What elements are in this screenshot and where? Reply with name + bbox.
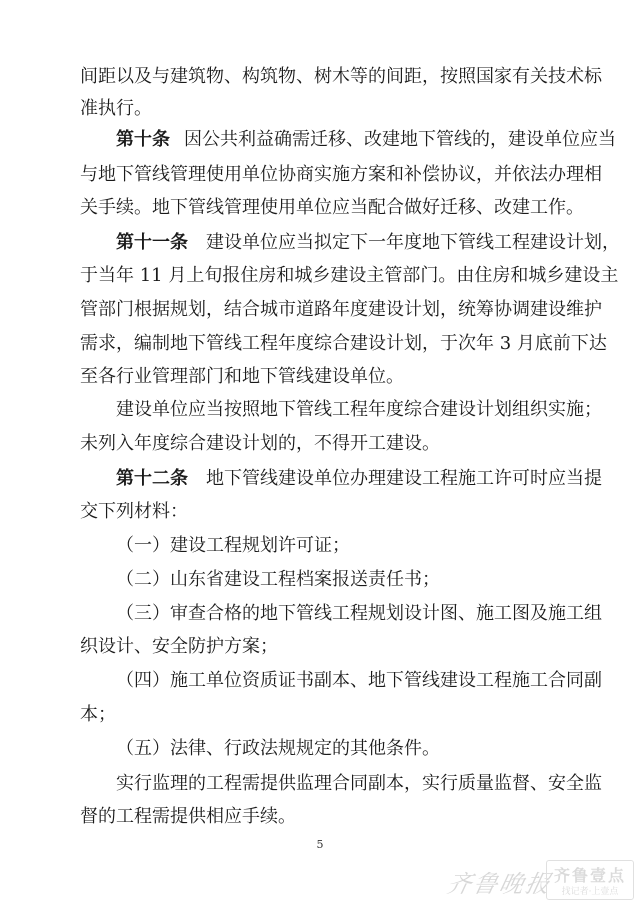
body-line: 管部门根据规划，结合城市道路年度建设计划，统筹协调建设维护 [80, 299, 602, 320]
body-line: 督的工程需提供相应手续。 [80, 806, 296, 827]
list-item: （三）审查合格的地下管线工程规划设计图、施工图及施工组 [116, 603, 602, 624]
watermark-script: 齐鲁晚报 [444, 870, 555, 898]
body-line: 与地下管线管理使用单位协商实施方案和补偿协议，并依法办理相 [80, 164, 602, 185]
body-line: 关手续。地下管线管理使用单位应当配合做好迁移、改建工作。 [80, 197, 584, 218]
body-line: 至各行业管理部门和地下管线建设单位。 [80, 366, 404, 387]
body-line: 间距以及与建筑物、构筑物、树木等的间距，按照国家有关技术标 [80, 66, 602, 87]
article-11-line: 第十一条 建设单位应当拟定下一年度地下管线工程建设计划， [116, 232, 620, 253]
article-heading: 第十二条 [116, 468, 188, 489]
body-line: 需求，编制地下管线工程年度综合建设计划，于次年 3 月底前下达 [80, 333, 607, 354]
list-item: （五）法律、行政法规规定的其他条件。 [116, 738, 440, 759]
article-12-line: 第十二条 地下管线建设单位办理建设工程施工许可时应当提 [116, 468, 602, 489]
body-line: 准执行。 [80, 98, 152, 119]
watermark-slogan: 找记者·上壹点 [561, 887, 619, 897]
body-line: 未列入年度综合建设计划的，不得开工建设。 [80, 433, 440, 454]
list-item: （二）山东省建设工程档案报送责任书； [116, 569, 440, 590]
list-item: （四）施工单位资质证书副本、地下管线建设工程施工合同副 [116, 670, 602, 691]
watermark-logo [444, 860, 634, 900]
page-number: 5 [316, 838, 324, 851]
body-line: 建设单位应当按照地下管线工程年度综合建设计划组织实施； [116, 399, 602, 420]
article-heading: 第十一条 [116, 232, 188, 253]
body-line: 织设计、安全防护方案； [80, 636, 278, 657]
watermark-brand-box [546, 860, 634, 900]
article-heading: 第十条 [116, 129, 170, 150]
body-line: 交下列材料： [80, 501, 188, 522]
body-line: 本； [80, 704, 116, 725]
watermark-brand: 齐鲁壹点 [553, 866, 626, 885]
body-line: 于当年 11 月上旬报住房和城乡建设主管部门。由住房和城乡建设主 [80, 265, 619, 286]
list-item: （一）建设工程规划许可证； [116, 535, 350, 556]
body-line: 实行监理的工程需提供监理合同副本，实行质量监督、安全监 [116, 773, 602, 794]
article-10-line: 第十条 因公共利益确需迁移、改建地下管线的，建设单位应当 [116, 129, 616, 150]
